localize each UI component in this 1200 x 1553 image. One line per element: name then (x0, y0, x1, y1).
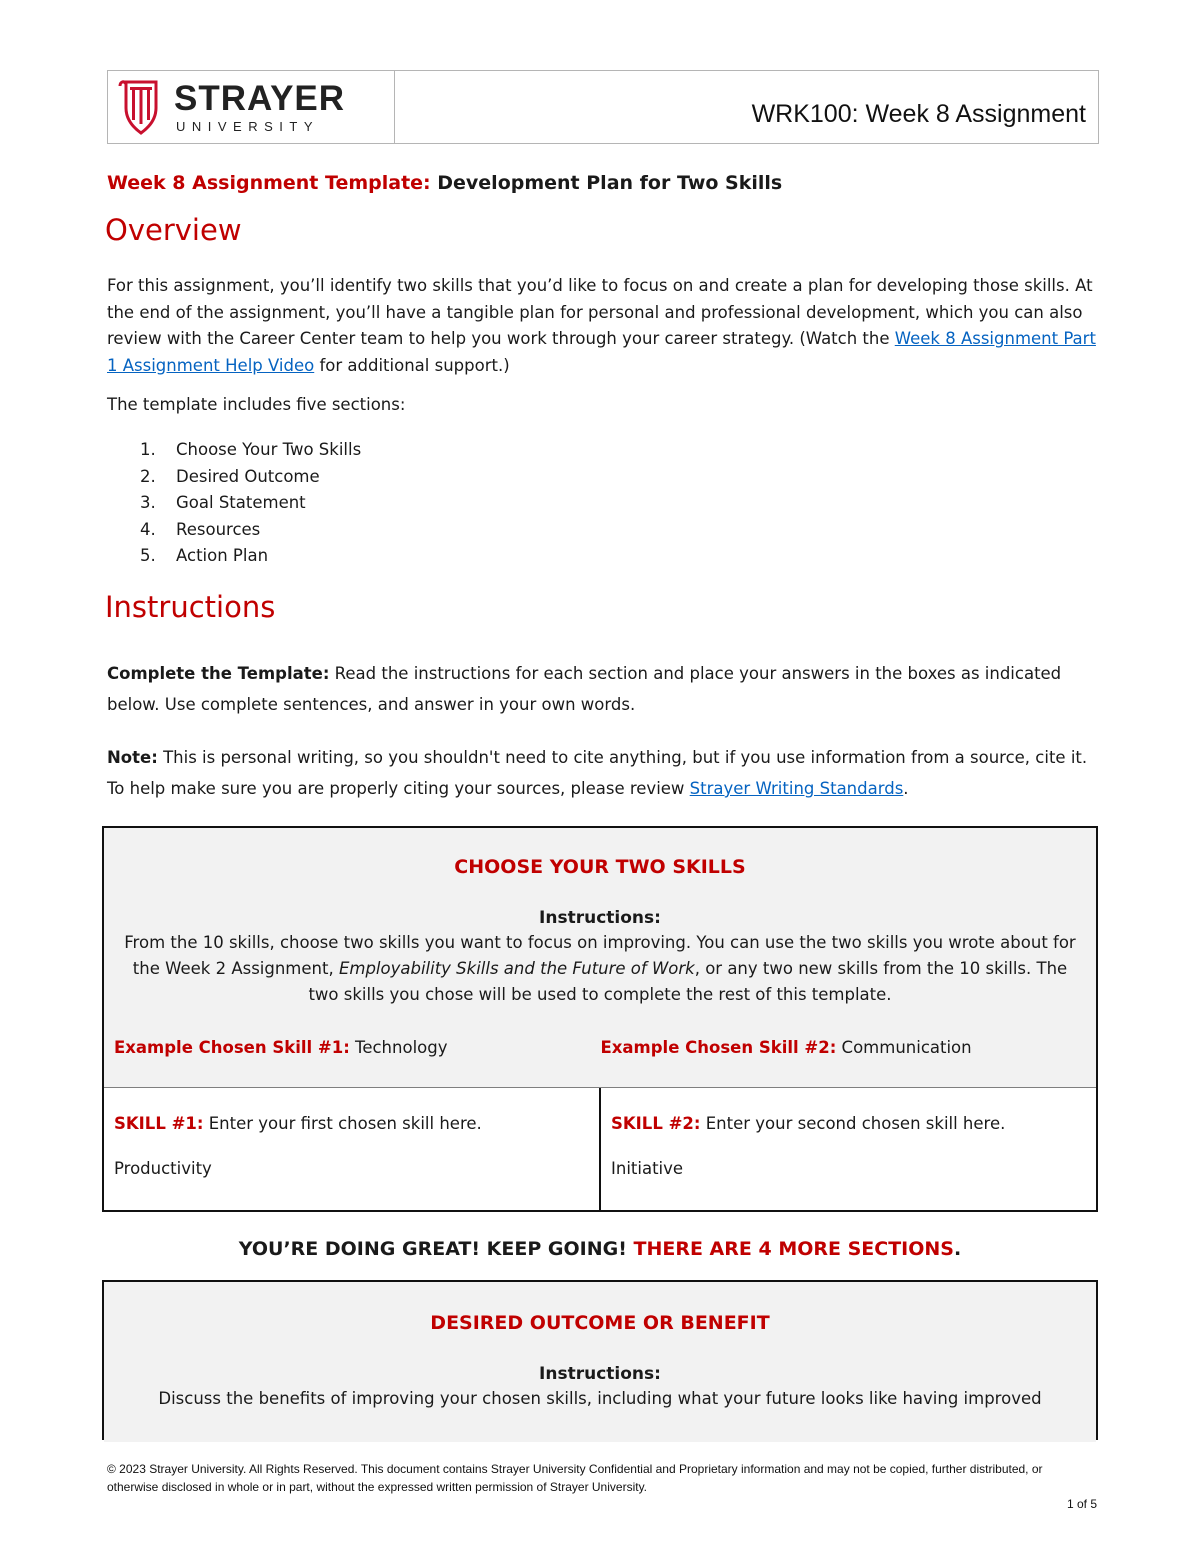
list-item: 2. Desired Outcome (140, 466, 320, 486)
list-item: 5. Action Plan (140, 546, 269, 565)
desired-outcome-box (102, 1280, 1098, 1440)
example-skills (114, 1038, 1086, 1057)
example-skill-2: Example Chosen Skill #2: Communication (600, 1038, 972, 1057)
skill-2-prompt: SKILL #2: Enter your second chosen skill here. (611, 1114, 1006, 1133)
shield-logo-icon (118, 78, 164, 136)
choose-skills-box (102, 826, 1098, 1212)
course-title: WRK100: Week 8 Assignment (751, 100, 1086, 128)
note-paragraph: Note: This is personal writing, so you shouldn't need to cite anything, but if you use information from a source, cite it. To help make sure you are properly citing your sources, please review Strayer Writing Standards. (107, 748, 1088, 798)
sections-list (140, 437, 361, 570)
choose-skills-instructions (104, 828, 1096, 1088)
example-skill-1: Example Chosen Skill #1: Technology (114, 1038, 448, 1057)
overview-paragraph: For this assignment, you’ll identify two skills that you’d like to focus on and create a plan for developing those skills. At the end of the assignment, you’ll have a tangible plan for personal and professional development, which you can also review with the Career Center team to help you work through your career strategy. (Watch the Week 8 Assignment Part 1 Assignment Help Video for additional support.) (107, 276, 1096, 375)
page-number: 1 of 5 (1066, 1497, 1097, 1511)
desired-outcome-instructions (104, 1282, 1096, 1442)
overview-heading: Overview (105, 213, 242, 247)
logo-subtitle: UNIVERSITY (176, 118, 320, 134)
copyright-footer: © 2023 Strayer University. All Rights Reserved. This document contains Strayer University Confidential and Proprietary information and may not be copied, further distributed, or otherwise disclosed in whole or in part, without the expressed written permission of Strayer University. (107, 1462, 1043, 1494)
list-item: 4. Resources (140, 519, 261, 539)
instructions-label: Instructions: (539, 908, 661, 928)
logo (108, 71, 395, 143)
logo-wordmark: STRAYER (174, 78, 346, 118)
skill-1-field[interactable] (104, 1088, 599, 1210)
skill-1-prompt: SKILL #1: Enter your first chosen skill here. (114, 1114, 482, 1133)
writing-standards-link[interactable]: Strayer Writing Standards (689, 779, 904, 798)
skill-1-answer[interactable]: Productivity (114, 1159, 212, 1178)
skill-entry-row (104, 1088, 1096, 1210)
skill-2-field[interactable] (599, 1088, 1096, 1210)
instructions-text: From the 10 skills, choose two skills you want to focus on improving. You can use the two skills you wrote about for the Week 2 Assignment, Employability Skills and the Future of Work, or any two new skills from the 10 skills. The two skills you chose will be used to complete the rest of this template. (124, 933, 1076, 1004)
page-header (107, 70, 1099, 144)
section-title: CHOOSE YOUR TWO SKILLS (454, 856, 746, 878)
encouragement-banner: YOU’RE DOING GREAT! KEEP GOING! THERE ARE 4 MORE SECTIONS. (238, 1238, 962, 1260)
list-item: 3. Goal Statement (140, 493, 306, 512)
instructions-heading: Instructions (105, 590, 276, 624)
instructions-label: Instructions: (539, 1364, 661, 1384)
list-item: 1. Choose Your Two Skills (140, 440, 362, 459)
skill-2-answer[interactable]: Initiative (611, 1159, 684, 1178)
help-video-link[interactable]: Week 8 Assignment Part 1 Assignment Help Video (107, 329, 1096, 375)
instructions-text: Discuss the benefits of improving your chosen skills, including what your future looks like having improved (158, 1389, 1042, 1408)
section-title: DESIRED OUTCOME OR BENEFIT (430, 1312, 770, 1334)
sections-intro: The template includes five sections: (107, 395, 406, 414)
complete-template-paragraph: Complete the Template: Read the instructions for each section and place your answers in the boxes as indicated below. Use complete sentences, and answer in your own words. (107, 664, 1062, 714)
document-title: Week 8 Assignment Template: Development Plan for Two Skills (107, 172, 783, 194)
